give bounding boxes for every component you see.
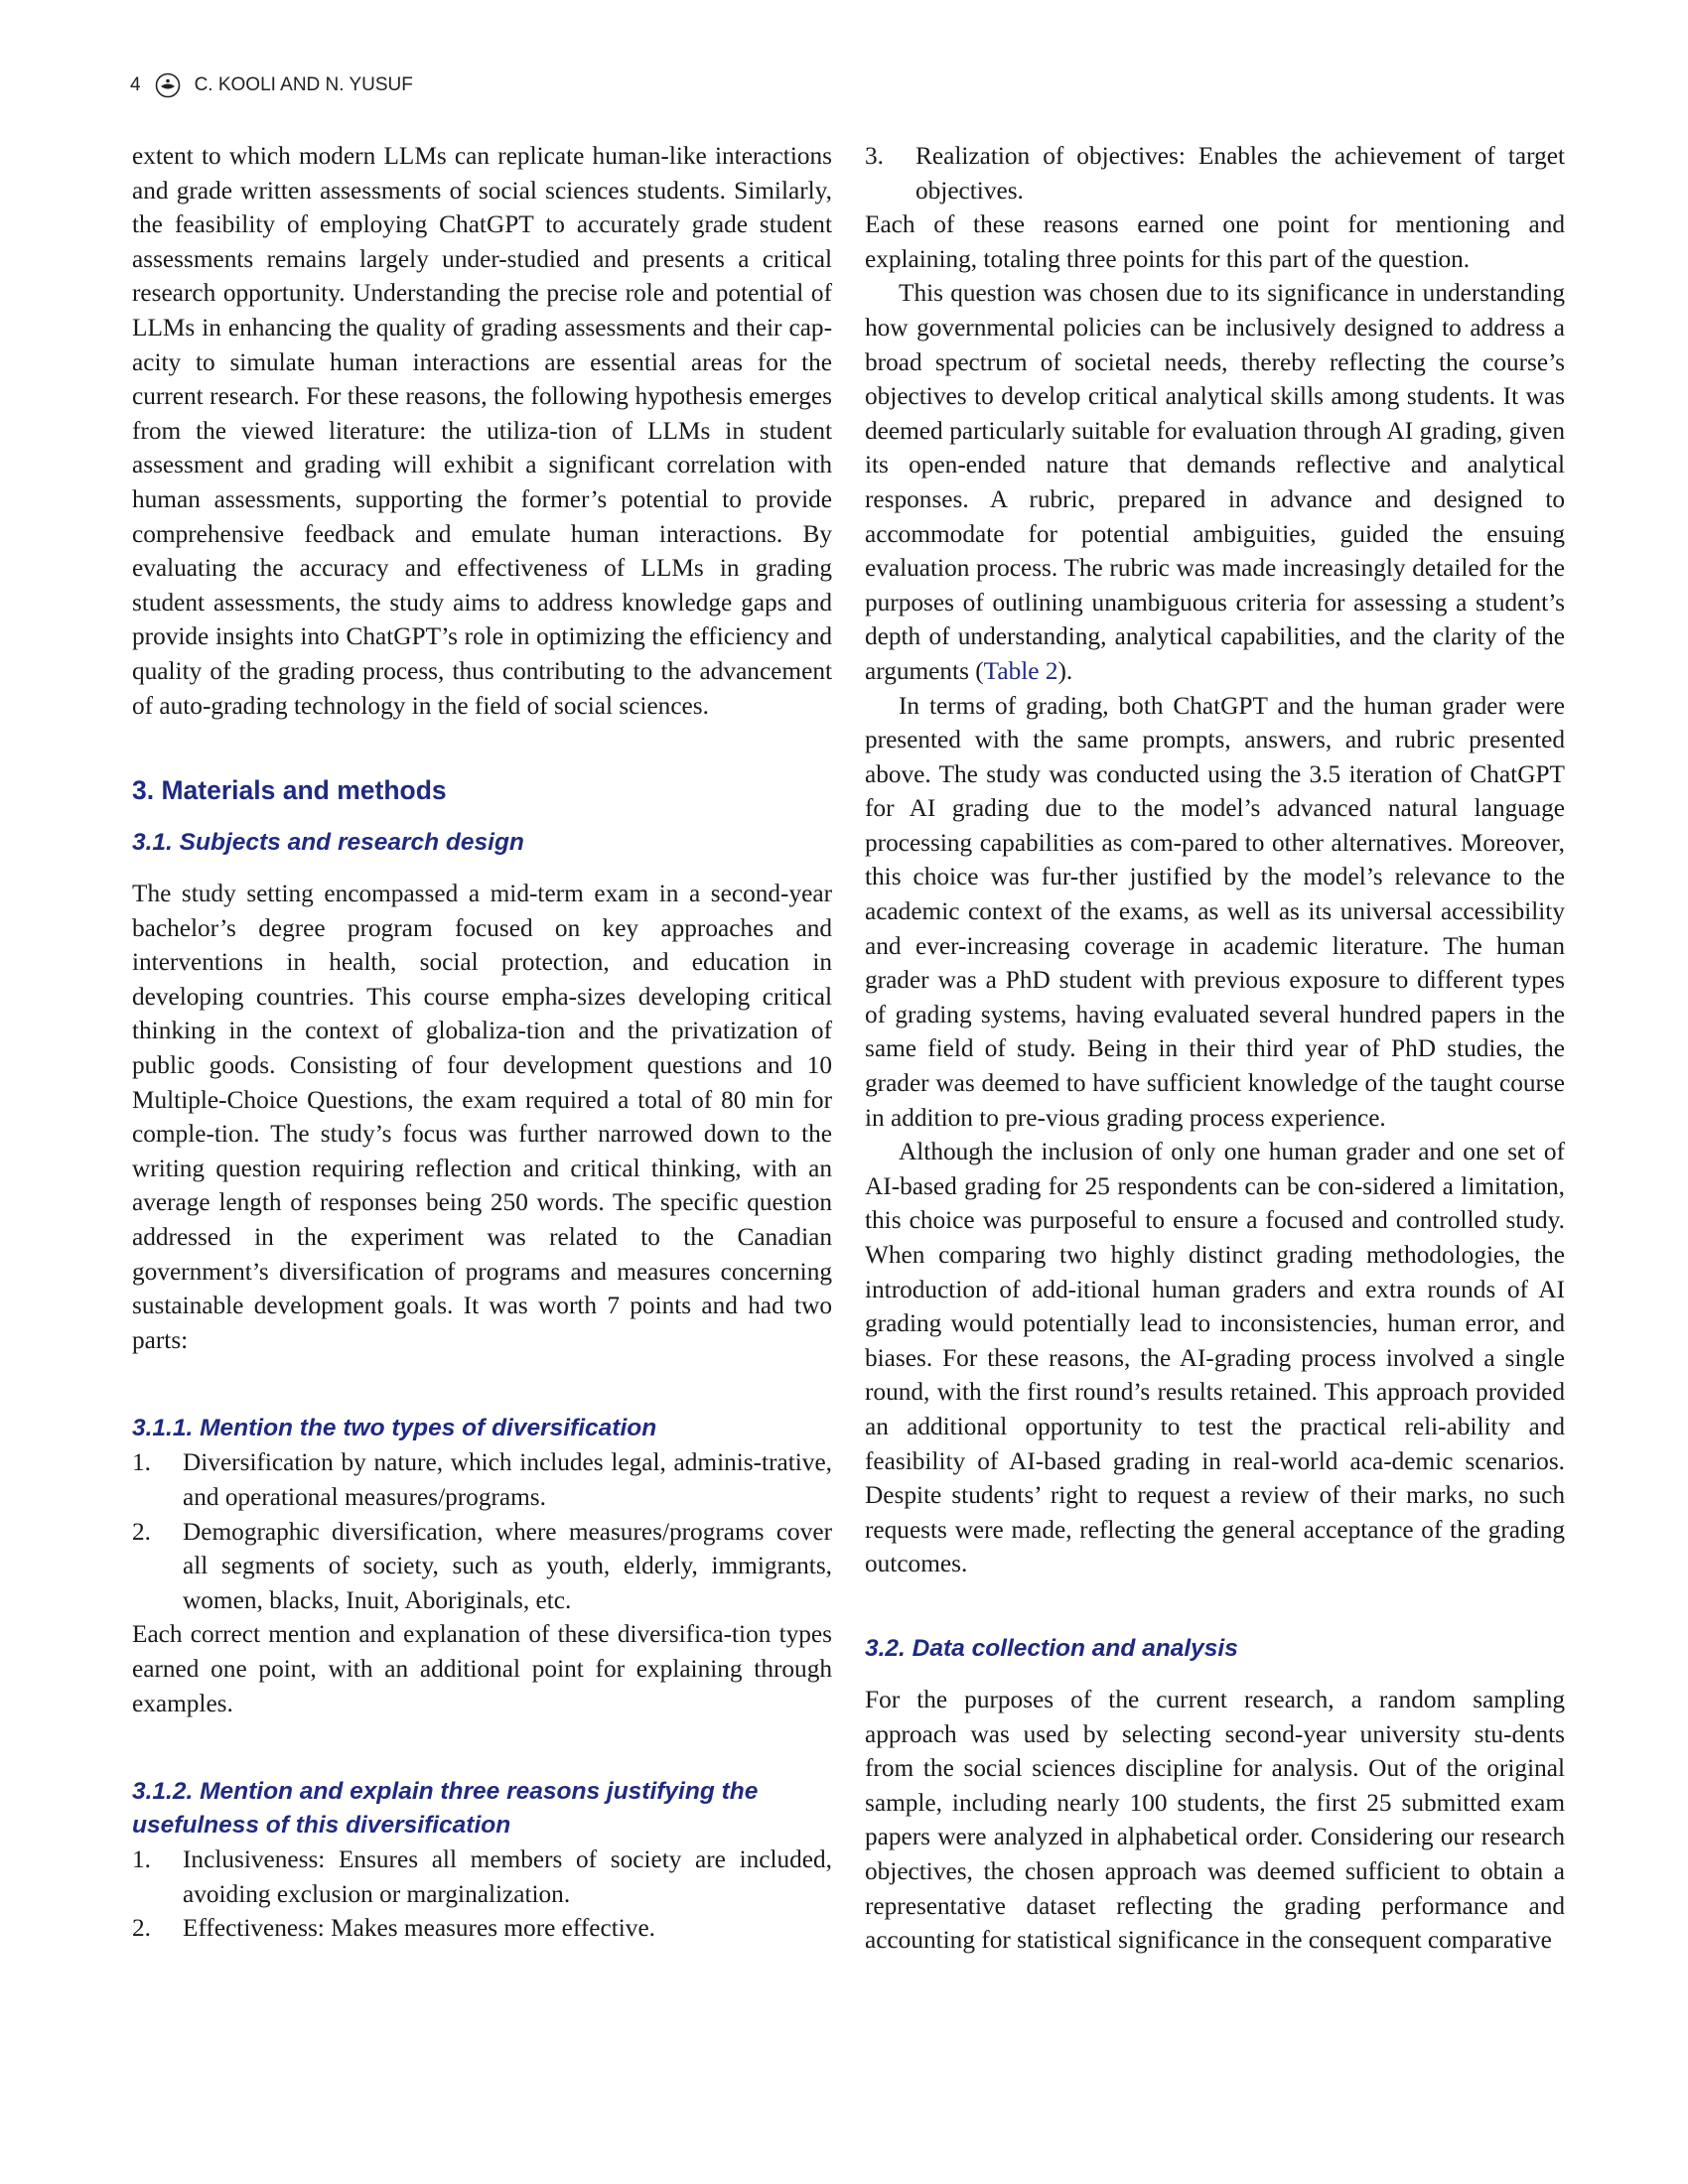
list-item (132, 1515, 832, 1618)
right-column (865, 139, 1565, 1958)
study-paragraph: The study setting encompassed a mid-term exam in a second-year bachelor’s degree program focused on key approaches and interventions in health, social protection, and education in developing countries. This course empha-sizes developing critical thinking in the context of globaliza-tion and the privatization of public goods. Consisting of four development questions and 10 Multiple-Choice Questions, the exam required a total of 80 min for comple-tion. The study’s focus was further narrowed down to the writing question requiring reflection and critical thinking, with an average length of responses being 250 words. The specific question addressed in the experiment was related to the Canadian government’s diversification of programs and measures concerning sustainable development goals. It was worth 7 points and had two parts: (132, 880, 832, 1354)
question-choice-paragraph (865, 276, 1565, 688)
subsection-title: 3.1. Subjects and research design (132, 829, 524, 857)
subsection-title-32: 3.2. Data collection and analysis (865, 1634, 1238, 1662)
left-column (132, 139, 832, 1946)
list-item-number: 1. (132, 1845, 151, 1874)
reasons-list (132, 1843, 832, 1946)
subsubsection-title-311: 3.1.1. Mention the two types of diversification (132, 1415, 657, 1442)
list-item-text: Demographic diversification, where measures/programs cover all segments of society, such as youth, elderly, immigrants, women, blacks, Inuit, Aboriginals, etc. (183, 1517, 832, 1614)
list-item-number: 2. (132, 1517, 151, 1546)
list-item-text: Realization of objectives: Enables the achievement of target objectives. (915, 142, 1565, 205)
question-choice-text: This question was chosen due to its significance in understanding how governmental policies can be inclusively designed to address a broad spectrum of societal needs, thereby reflecting the course’s objectives to develop critical analytical skills among students. It was deemed particularly suitable for evaluation through AI grading, given its open-ended nature that demands reflective and analytical responses. A rubric, prepared in advance and designed to accommodate for potential ambiguities, guided the ensuing evaluation process. The rubric was made increasingly detailed for the purposes of outlining unambiguous criteria for assessing a student’s depth of understanding, analytical capabilities, and the clarity of the arguments ( (865, 279, 1565, 685)
list-item (865, 139, 1565, 207)
data-collection-paragraph: For the purposes of the current research, a random sampling approach was used by selecting second-year university stu-dents from the social sciences discipline for analysis. Out of the original sample, including nearly 100 students, the first 25 submitted exam papers were analyzed in alphabetical order. Considering our research objectives, the chosen approach was deemed sufficient to obtain a representative dataset reflecting the grading performance and accounting for statistical significance in the consequent comparative (865, 1685, 1565, 1955)
question-choice-text-end: ). (1057, 656, 1073, 685)
list-item (132, 1911, 832, 1946)
points-paragraph: Each of these reasons earned one point for mentioning and explaining, totaling three points for this part of the question. (865, 210, 1565, 273)
limitation-paragraph: Although the inclusion of only one human grader and one set of AI-based grading for 25 respondents can be con-sidered a limitation, this choice was purposeful to ensure a focused and controlled study. When comparing two highly distinct grading methodologies, the introduction of add-itional human graders and extra rounds of AI grading would potentially lead to inconsistencies, human error, and biases. For these reasons, the AI-grading process involved a single round, with the first round’s results retained. This approach provided an additional opportunity to test the practical reli-ability and feasibility of AI-based grading in real-world aca-demic scenarios. Despite students’ right to request a review of their marks, no such requests were made, reflecting the general acceptance of the grading outcomes. (865, 1138, 1565, 1578)
list-item (132, 1445, 832, 1514)
publisher-logo-icon (155, 72, 181, 98)
table-2-link[interactable]: Table 2 (983, 656, 1058, 685)
reasons-list-continued (865, 139, 1565, 207)
running-head: C. KOOLI AND N. YUSUF (194, 74, 413, 95)
list-item-text: Diversification by nature, which includes legal, adminis-trative, and operational measures/programs. (183, 1448, 832, 1511)
section-title: 3. Materials and methods (132, 775, 447, 806)
list-item-number: 1. (132, 1448, 151, 1477)
list-item-number: 2. (132, 1914, 151, 1943)
running-header (130, 69, 413, 101)
page-number: 4 (130, 74, 141, 95)
diversification-types-list (132, 1445, 832, 1617)
scoring-paragraph: Each correct mention and explanation of these diversifica-tion types earned one point, with an additional point for explaining through examples. (132, 1620, 832, 1717)
list-item (132, 1843, 832, 1911)
list-item-text: Effectiveness: Makes measures more effective. (183, 1914, 655, 1943)
intro-paragraph: extent to which modern LLMs can replicate human-like interactions and grade written assessments of social sciences students. Similarly, the feasibility of employing ChatGPT to accurately grade student assessments remains largely under-studied and presents a critical research opportunity. Understanding the precise role and potential of LLMs in enhancing the quality of grading assessments and their cap-acity to simulate human interactions are essential areas for the current research. For these reasons, the following hypothesis emerges from the viewed literature: the utiliza-tion of LLMs in student assessment and grading will exhibit a significant correlation with human assessments, supporting the former’s potential to provide comprehensive feedback and emulate human interactions. By evaluating the accuracy and effectiveness of LLMs in grading student assessments, the study aims to address knowledge gaps and provide insights into ChatGPT’s role in optimizing the efficiency and quality of the grading process, thus contributing to the advancement of auto-grading technology in the field of social sciences. (132, 142, 832, 720)
subsubsection-title-312: 3.1.2. Mention and explain three reasons justifying the usefulness of this diversification (132, 1778, 759, 1840)
grading-paragraph: In terms of grading, both ChatGPT and the human grader were presented with the same prompts, answers, and rubric presented above. The study was conducted using the 3.5 iteration of ChatGPT for AI grading due to the model’s advanced natural language processing capabilities as com-pared to other alternatives. Moreover, this choice was fur-ther justified by the model’s relevance to the academic context of the exams, as well as its universal accessibility and ever-increasing coverage in academic literature. The human grader was a PhD student with previous exposure to different types of grading systems, having evaluated several hundred papers in the same field of study. Being in their third year of PhD studies, the grader was deemed to have sufficient knowledge of the taught course in addition to pre-vious grading process experience. (865, 691, 1565, 1132)
list-item-number: 3. (865, 142, 884, 170)
list-item-text: Inclusiveness: Ensures all members of society are included, avoiding exclusion or marginalization. (183, 1845, 832, 1908)
